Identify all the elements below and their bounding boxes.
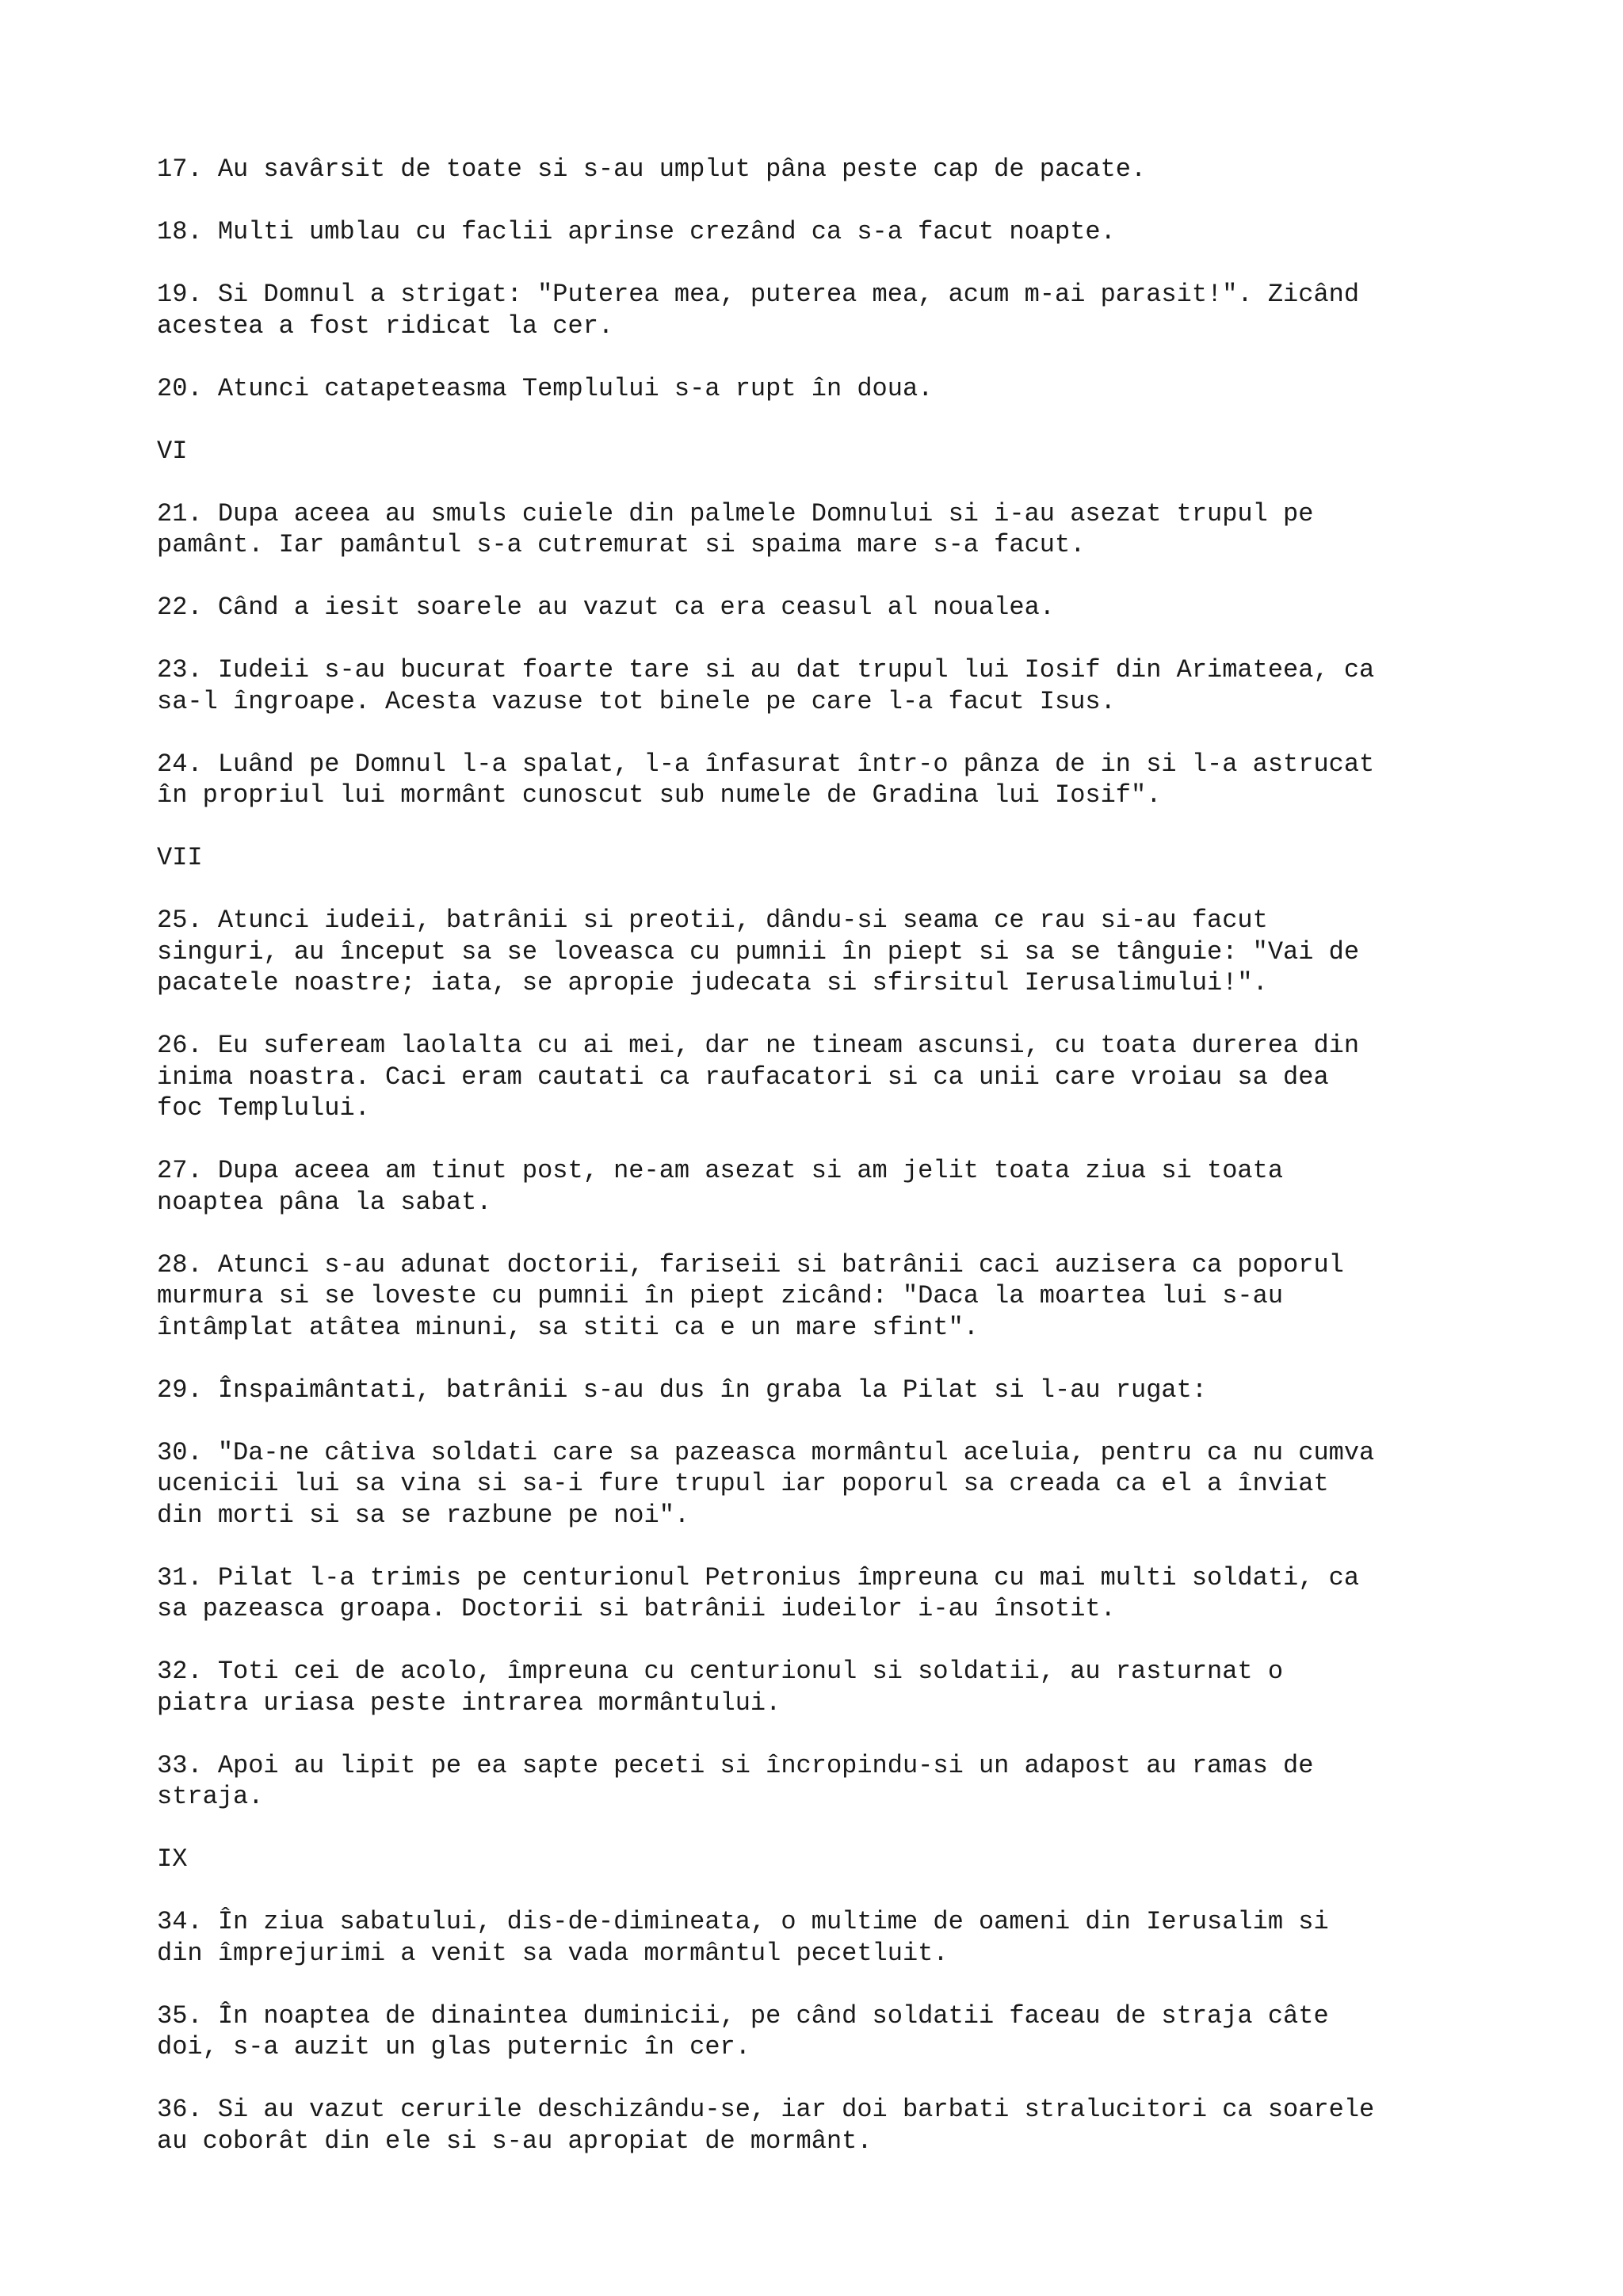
verse-35: 35. În noaptea de dinaintea duminicii, pe când soldatii faceau de straja câte doi, s-a auzit un glas puternic în cer. (157, 2000, 1329, 2061)
verse-36: 36. Si au vazut cerurile deschizându-se, iar doi barbati stralucitori ca soarele au coborât din ele si s-au apropiat de mormânt. (157, 2095, 1375, 2156)
verse-22: 22. Când a iesit soarele au vazut ca era ceasul al noualea. (157, 593, 1055, 622)
verse-30: 30. "Da-ne câtiva soldati care sa pazeasca mormântul aceluia, pentru ca nu cumva ucenicii lui sa vina si sa-i fure trupul iar poporul sa creada ca el a înviat din morti si sa se razbune pe noi". (157, 1437, 1375, 1530)
verse-26: 26. Eu sufeream laolalta cu ai mei, dar ne tineam ascunsi, cu toata durerea din inima noastra. Caci eram cautati ca raufacatori si ca unii care vroiau sa dea foc Templului. (157, 1031, 1360, 1123)
section-heading-ix: IX (157, 1844, 188, 1874)
verse-20: 20. Atunci catapeteasma Templului s-a rupt în doua. (157, 373, 934, 403)
document-page (157, 154, 1552, 2188)
verse-25: 25. Atunci iudeii, batrânii si preotii, dându-si seama ce rau si-au facut singuri, au început sa se loveasca cu pumnii în piept si sa se tânguie: "Vai de pacatele noastre; iata, se apropie judecata si sfirsitul Ierusalimului!". (157, 906, 1360, 997)
verse-18: 18. Multi umblau cu faclii aprinse crezând ca s-a facut noapte. (157, 217, 1116, 246)
section-heading-vii: VII (157, 843, 203, 872)
verse-23: 23. Iudeii s-au bucurat foarte tare si au dat trupul lui Iosif din Arimateea, ca sa-l îngroape. Acesta vazuse tot binele pe care l-a facut Isus. (157, 655, 1375, 716)
verse-34: 34. În ziua sabatului, dis-de-dimineata, o multime de oameni din Ierusalim si din împrejurimi a venit sa vada mormântul pecetluit. (157, 1907, 1329, 1968)
verse-29: 29. Înspaimântati, batrânii s-au dus în graba la Pilat si l-au rugat: (157, 1375, 1208, 1405)
verse-21: 21. Dupa aceea au smuls cuiele din palmele Domnului si i-au asezat trupul pe pamânt. Iar pamântul s-a cutremurat si spaima mare s-a facut. (157, 498, 1314, 559)
verse-17: 17. Au savârsit de toate si s-au umplut pâna peste cap de pacate. (157, 154, 1147, 184)
section-heading-vi: VI (157, 436, 188, 466)
verse-31: 31. Pilat l-a trimis pe centurionul Petronius împreuna cu mai multi soldati, ca sa pazeasca groapa. Doctorii si batrânii iudeilor i-au însotit. (157, 1562, 1360, 1623)
verse-27: 27. Dupa aceea am tinut post, ne-am asezat si am jelit toata ziua si toata noaptea pâna la sabat. (157, 1156, 1284, 1217)
verse-19: 19. Si Domnul a strigat: "Puterea mea, puterea mea, acum m-ai parasit!". Zicând acestea a fost ridicat la cer. (157, 280, 1360, 341)
verse-28: 28. Atunci s-au adunat doctorii, fariseii si batrânii caci auzisera ca poporul murmura si se loveste cu pumnii în piept zicând: "Daca la moartea lui s-au întâmplat atâtea minuni, sa stiti ca e un mare sfint". (157, 1249, 1344, 1342)
verse-32: 32. Toti cei de acolo, împreuna cu centurionul si soldatii, au rasturnat o piatra uriasa peste intrarea mormântului. (157, 1657, 1284, 1718)
verse-33: 33. Apoi au lipit pe ea sapte peceti si încropindu-si un adapost au ramas de straja. (157, 1750, 1314, 1811)
verse-24: 24. Luând pe Domnul l-a spalat, l-a înfasurat într-o pânza de in si l-a astrucat în propriul lui mormânt cunoscut sub numele de Gradina lui Iosif". (157, 749, 1375, 810)
